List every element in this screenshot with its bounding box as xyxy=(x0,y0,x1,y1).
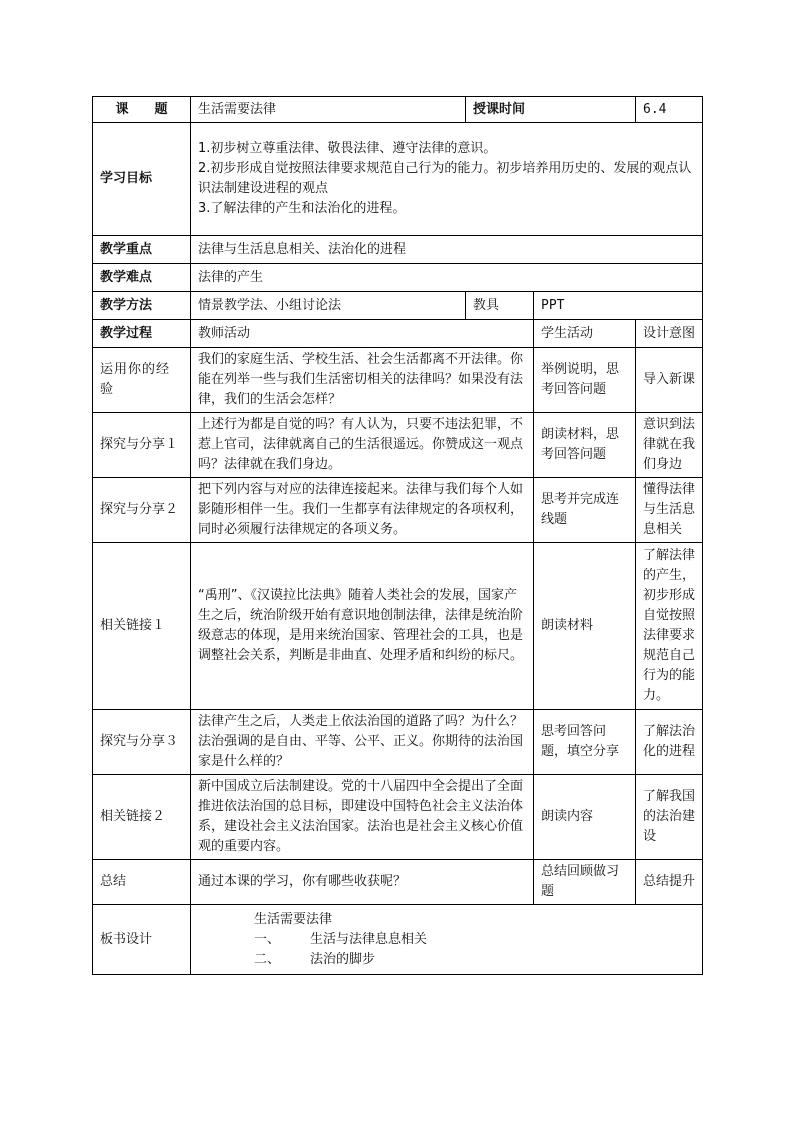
process-intent: 了解法治化的进程 xyxy=(636,710,703,775)
goal-item: 3.了解法律的产生和法治化的进程。 xyxy=(198,201,406,216)
method-row xyxy=(93,292,703,320)
process-stage: 运用你的经验 xyxy=(93,348,191,413)
tools-value: PPT xyxy=(534,292,703,320)
method-value: 情景教学法、小组讨论法 xyxy=(191,292,466,320)
process-student: 总结回顾做习题 xyxy=(534,860,636,905)
topic-value: 生活需要法律 xyxy=(191,97,466,123)
process-stage: 总结 xyxy=(93,860,191,905)
goal-item: 2.初步形成自觉按照法律要求规范自己行为的能力。初步培养用历史的、发展的观点认识法制建设进程的观点 xyxy=(198,161,692,196)
goals-row xyxy=(93,123,703,236)
process-row xyxy=(93,710,703,775)
board-content xyxy=(191,905,703,975)
process-intent: 总结提升 xyxy=(636,860,703,905)
process-stage: 相关链接２ xyxy=(93,775,191,860)
method-label: 教学方法 xyxy=(93,292,191,320)
process-student: 朗读内容 xyxy=(534,775,636,860)
teacher-activity-header: 教师活动 xyxy=(191,320,534,348)
student-activity-header: 学生活动 xyxy=(534,320,636,348)
process-row xyxy=(93,543,703,710)
board-label: 板书设计 xyxy=(93,905,191,975)
process-student: 举例说明，思考回答问题 xyxy=(534,348,636,413)
focus-value: 法律与生活息息相关、法治化的进程 xyxy=(191,236,703,264)
time-value: 6.4 xyxy=(636,97,703,123)
design-intent-header: 设计意图 xyxy=(636,320,703,348)
process-stage: 探究与分享１ xyxy=(93,413,191,478)
board-item-number: 一、 xyxy=(254,931,281,947)
difficulty-value: 法律的产生 xyxy=(191,264,703,292)
process-teacher: 把下列内容与对应的法律连接起来。法律与我们每个人如影随形相伴一生。我们一生都享有法律规定的各项权利，同时必须履行法律规定的各项义务。 xyxy=(191,478,534,543)
process-intent: 了解我国的法治建设 xyxy=(636,775,703,860)
board-item-text: 法治的脚步 xyxy=(310,951,376,967)
process-row xyxy=(93,413,703,478)
process-intent: 懂得法律与生活息息相关 xyxy=(636,478,703,543)
process-stage: 探究与分享２ xyxy=(93,478,191,543)
tools-label: 教具 xyxy=(466,292,534,320)
goals-label: 学习目标 xyxy=(93,123,191,236)
difficulty-label: 教学难点 xyxy=(93,264,191,292)
process-row xyxy=(93,860,703,905)
process-student: 思考并完成连线题 xyxy=(534,478,636,543)
process-teacher: 新中国成立后法制建设。党的十八届四中全会提出了全面推进依法治国的总目标，即建设中国特色社会主义法治体系，建设社会主义法治国家。法治也是社会主义核心价值观的重要内容。 xyxy=(191,775,534,860)
process-teacher: 我们的家庭生活、学校生活、社会生活都离不开法律。你能在列举一些与我们生活密切相关的法律吗？如果没有法律，我们的生活会怎样？ xyxy=(191,348,534,413)
focus-row xyxy=(93,236,703,264)
process-stage: 探究与分享３ xyxy=(93,710,191,775)
process-label: 教学过程 xyxy=(93,320,191,348)
focus-label: 教学重点 xyxy=(93,236,191,264)
goals-content xyxy=(191,123,703,236)
goal-item: 1.初步树立尊重法律、敬畏法律、遵守法律的意识。 xyxy=(198,141,497,156)
board-item-text: 生活与法律息息相关 xyxy=(310,931,428,947)
process-student: 思考回答问题，填空分享 xyxy=(534,710,636,775)
process-teacher: 法律产生之后，人类走上依法治国的道路了吗？为什么？法治强调的是自由、平等、公平、正义。你期待的法治国家是什么样的？ xyxy=(191,710,534,775)
process-header-row xyxy=(93,320,703,348)
process-teacher: 上述行为都是自觉的吗？有人认为，只要不违法犯罪，不惹上官司，法律就离自己的生活很遥远。你赞成这一观点吗？法律就在我们身边。 xyxy=(191,413,534,478)
difficulty-row xyxy=(93,264,703,292)
board-item xyxy=(198,950,695,970)
process-row xyxy=(93,775,703,860)
process-teacher: 通过本课的学习，你有哪些收获呢？ xyxy=(191,860,534,905)
lesson-plan-table xyxy=(92,96,703,975)
topic-row xyxy=(93,97,703,123)
process-row xyxy=(93,348,703,413)
board-item xyxy=(198,930,695,950)
process-intent: 意识到法律就在我们身边 xyxy=(636,413,703,478)
process-stage: 相关链接１ xyxy=(93,543,191,710)
process-intent: 了解法律的产生，初步形成自觉按照法律要求规范自己行为的能力。 xyxy=(636,543,703,710)
process-student: 朗读材料，思考回答问题 xyxy=(534,413,636,478)
process-teacher: “禹刑”、《汉谟拉比法典》随着人类社会的发展，国家产生之后，统治阶级开始有意识地创制法律，法律是统治阶级意志的体现，是用来统治国家、管理社会的工具，也是调整社会关系，判断是非曲直、处理矛盾和纠纷的标尺。 xyxy=(191,543,534,710)
board-title: 生活需要法律 xyxy=(254,911,333,927)
topic-label: 课 题 xyxy=(93,97,191,123)
board-item-number: 二、 xyxy=(254,951,281,967)
board-row xyxy=(93,905,703,975)
process-intent: 导入新课 xyxy=(636,348,703,413)
time-label: 授课时间 xyxy=(466,97,636,123)
process-row xyxy=(93,478,703,543)
process-student: 朗读材料 xyxy=(534,543,636,710)
